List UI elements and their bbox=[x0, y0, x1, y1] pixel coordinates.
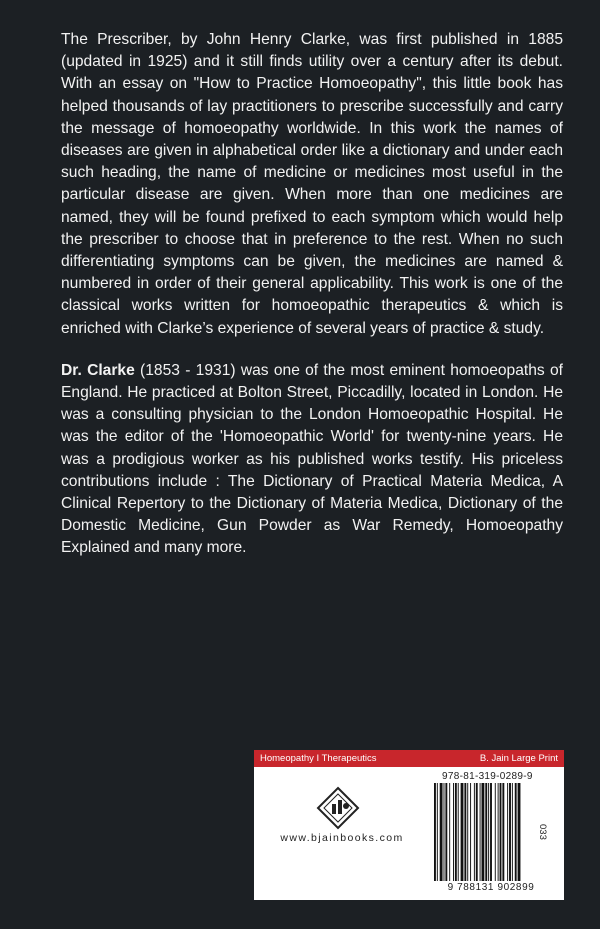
barcode-bar bbox=[461, 783, 464, 881]
category-label: Homeopathy I Therapeutics bbox=[260, 753, 377, 764]
barcode-bar bbox=[518, 783, 521, 881]
author-bio-text: (1853 - 1931) was one of the most eminent homoeopaths of England. He practiced at Bolton Street, Piccadilly, located in London. He was a consulting physician to the London Homoeopathic Hospital. He was the editor of the 'Homoeopathic World' for twenty-nine years. He was a prodigious worker as his published works testify. His priceless contributions include : The Dictionary of Practical Materia Medica, A Clinical Repertory to the Dictionary of Materia Medica, Dictionary of the Domestic Medicine, Gun Powder as War Remedy, Homoeopathy Explained and many more. bbox=[61, 361, 563, 557]
barcode-digits: 9 788131 902899 bbox=[447, 882, 535, 893]
barcode-bar bbox=[512, 783, 513, 881]
barcode-bar bbox=[474, 783, 475, 881]
imprint-label: B. Jain Large Print bbox=[479, 753, 558, 764]
barcode-bar bbox=[495, 783, 496, 881]
barcode-panel bbox=[254, 750, 564, 900]
barcode-bar bbox=[482, 783, 485, 881]
barcode-bar bbox=[453, 783, 454, 881]
barcode-bar bbox=[485, 783, 487, 881]
barcode-bar bbox=[470, 783, 471, 881]
barcode-bar bbox=[498, 783, 499, 881]
publisher-logo-icon bbox=[316, 786, 360, 830]
author-name: Dr. Clarke bbox=[61, 361, 135, 379]
barcode-bar bbox=[490, 783, 492, 881]
isbn-barcode-icon bbox=[432, 783, 546, 881]
barcode-bar bbox=[507, 783, 508, 881]
barcode-bar bbox=[440, 783, 443, 881]
barcode-bar bbox=[500, 783, 502, 881]
barcode-bar bbox=[488, 783, 489, 881]
barcode-bar bbox=[509, 783, 511, 881]
barcode-bar bbox=[434, 783, 436, 881]
publisher-website: www.bjainbooks.com bbox=[280, 832, 404, 844]
barcode-bar bbox=[458, 783, 459, 881]
barcode-bar bbox=[464, 783, 466, 881]
side-code: 033 bbox=[537, 824, 548, 840]
barcode-bar bbox=[444, 783, 445, 881]
author-bio-paragraph bbox=[61, 360, 563, 560]
barcode-bar bbox=[445, 783, 447, 881]
back-cover-description bbox=[61, 29, 563, 580]
barcode-bar bbox=[455, 783, 457, 881]
barcode-bar bbox=[515, 783, 517, 881]
barcode-bar bbox=[449, 783, 450, 881]
barcode-bar bbox=[502, 783, 504, 881]
book-description-paragraph: The Prescriber, by John Henry Clarke, was first published in 1885 (updated in 1925) and it still finds utility over a century after its debut. With an essay on "How to Practice Homoeopathy", this little book has helped thousands of lay practitioners to prescribe successfully and carry the message of homoeopathy worldwide. In this work the names of diseases are given in alphabetical order like a dictionary and under each such heading, the name of medicine or medicines most useful in the particular disease are given. When more than one medicines are named, they will be found prefixed to each symptom which would help the prescriber to choose that in preference to the rest. When no such differentiating symptoms can be given, the medicines are named & numbered in order of their general applicability. This work is one of the classical works written for homoeopathic therapeutics & which is enriched with Clarke’s experience of several years of practice & study. bbox=[61, 31, 563, 337]
isbn-number: 978-81-319-0289-9 bbox=[442, 771, 533, 782]
barcode-bar bbox=[476, 783, 478, 881]
category-bar bbox=[254, 750, 564, 767]
barcode-bar bbox=[467, 783, 468, 881]
barcode-bar bbox=[437, 783, 438, 881]
barcode-bar bbox=[480, 783, 481, 881]
